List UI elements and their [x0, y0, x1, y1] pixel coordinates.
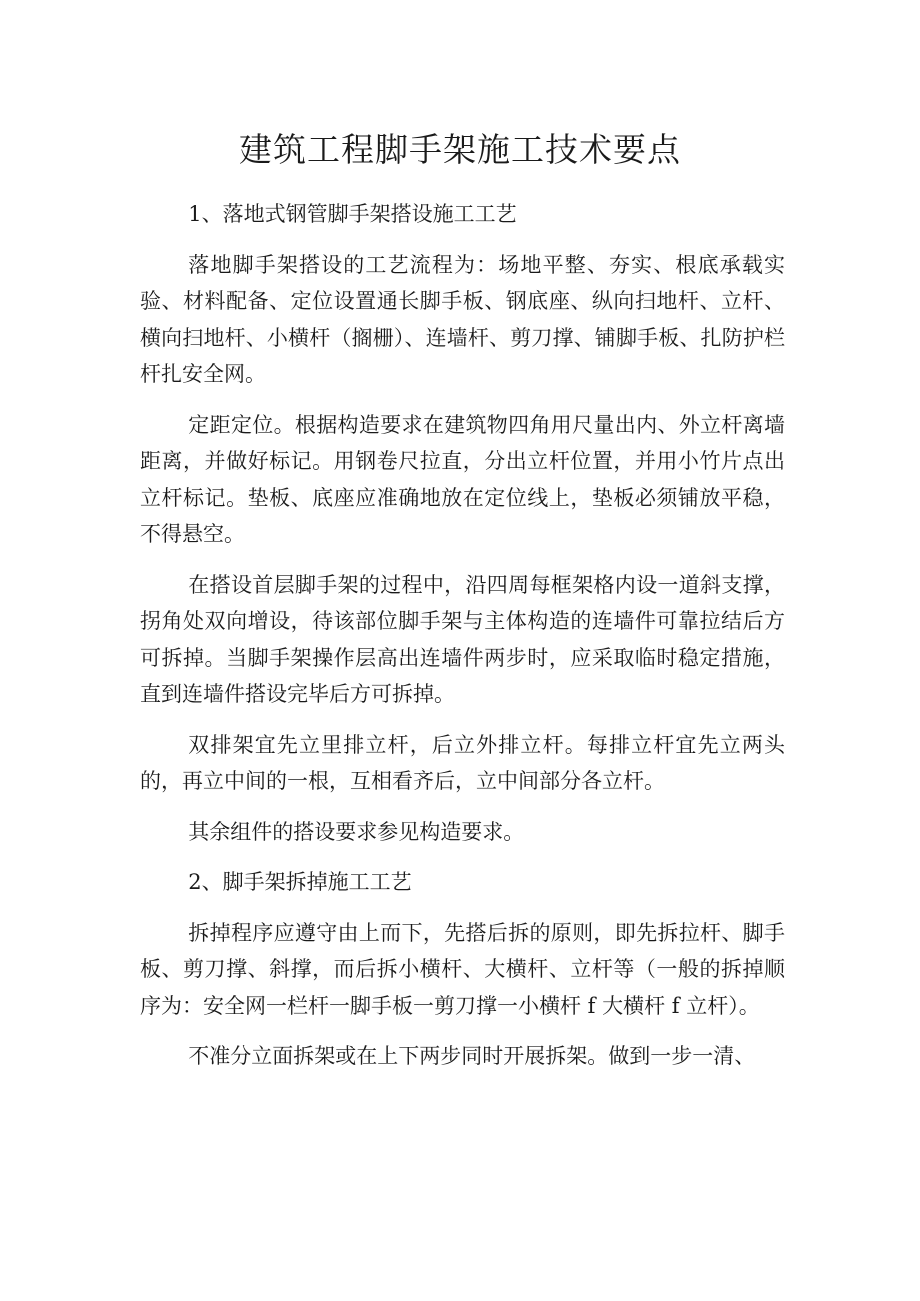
document-title: 建筑工程脚手架施工技术要点	[239, 130, 681, 169]
document-body	[140, 196, 785, 1089]
paragraph: 在搭设首层脚手架的过程中，沿四周每框架格内设一道斜支撑，拐角处双向增设，待该部位脚手架与主体构造的连墙件可靠拉结后方可拆掉。当脚手架操作层高出连墙件两步时，应采取临时稳定措施，直到连墙件搭设完毕后方可拆掉。	[140, 572, 785, 706]
paragraph: 其余组件的搭设要求参见构造要求。	[188, 819, 525, 844]
paragraph: 拆掉程序应遵守由上而下，先搭后拆的原则，即先拆拉杆、脚手板、剪刀撑、斜撑，而后拆小横杆、大横杆、立杆等（一般的拆掉顺序为：安全网一栏杆一脚手板一剪刀撑一小横杆 f 大横杆 f 立杆）。	[140, 920, 785, 1018]
section-heading: 1、落地式钢管脚手架搭设施工工艺	[188, 202, 517, 226]
paragraph: 双排架宜先立里排立杆，后立外排立杆。每排立杆宜先立两头的，再立中间的一根，互相看齐后，立中间部分各立杆。	[140, 732, 785, 793]
section-heading: 2、脚手架拆掉施工工艺	[188, 870, 412, 894]
paragraph: 定距定位。根据构造要求在建筑物四角用尺量出内、外立杆离墙距离，并做好标记。用钢卷尺拉直，分出立杆位置，并用小竹片点出立杆标记。垫板、底座应准确地放在定位线上，垫板必须铺放平稳，不得悬空。	[140, 412, 785, 546]
paragraph: 落地脚手架搭设的工艺流程为：场地平整、夯实、根底承载实验、材料配备、定位设置通长脚手板、钢底座、纵向扫地杆、立杆、横向扫地杆、小横杆（搁栅）、连墙杆、剪刀撑、铺脚手板、扎防护栏杆扎安全网。	[140, 252, 785, 386]
paragraph: 不准分立面拆架或在上下两步同时开展拆架。做到一步一清、	[188, 1044, 756, 1068]
